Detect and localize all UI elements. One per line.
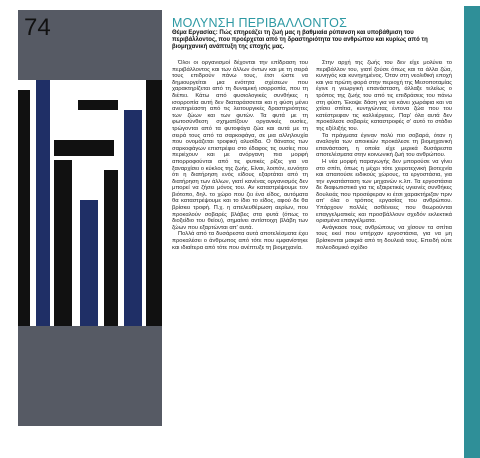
- paragraph: Η νέα μορφή παραγωγής δεν μπορούσε να γίνει στο σπίτι, όπως η μέχρι τότε χειροτεχνική βιοτεχνία και απαιτούσε ειδικούς χώρους, τα εργοστάσια, για την εγκατάσταση των μηχανών κ.λπ. Τα εργοστάσια δε διαφωτιστικά για τις εξαιρετικές υγιεινές συνθήκες δουλειάς που προσέφεραν κι έτσι χαρακτήριζαν πριν απ' όλα ο τρόπος εργασίας του ανθρώπου. Υπάρχουν πολλές ασθένειες που θεωρούνται επαγγελματικές και προσβάλλουν σχεδόν εκλεκτικά ορισμένα επαγγέλματα.: [316, 158, 452, 225]
- text-column-right: [316, 60, 452, 251]
- pattern-bar: [54, 140, 114, 156]
- paragraph: Όλοι οι οργανισμοί δέχονται την επίδραση του περιβάλλοντος και των άλλων όντων και με τη σειρά τους επιδρούν πάνω τους, έτσι ώστε να δημιουργείται μια ενότητα σχέσεων που χαρακτηρίζεται από τη δυναμική ισορροπία, που τη διέπει. Κάτω από φυσιολογικές συνθήκες η ισορροπία αυτή δεν διαταράσσεται και η φύση μένει ανεπηρέαστη από τις λειτουργικές δραστηριότητες των ζώων και των φυτών. Τα φυτά με τη φωτοσύνθεση σχηματίζουν οργανικές ουσίες, τρώγονται από τα φυτοφάγα ζώα και αυτά με τη σειρά τους από τα σαρκοφάγα, σε μια αλληλουχία που ονομάζεται τροφική αλυσίδα. Ο θάνατος των σαρκοφάγων επιστρέφει στο έδαφος τις ουσίες που περιέχουν και με ανόργανη πια μορφή απορροφούνται από τις φυτικές ρίζες για να ξαναρχίσει ο κύκλος της ζωής. Είναι, λοιπόν, ευνόητο ότι η διατήρηση ενός είδους εξαρτάται από τη διατήρηση των άλλων, γιατί κανένας οργανισμός δεν μπορεί να ζήσει μόνος του. Αν καταστρέψουμε τον βιότοπο, δηλ. το χώρο που ζει ένα είδος, αυτόματα θα καταστρέψουμε και το ίδιο το είδος, αφού δε θα βρίσκει τροφή. Π.χ. η απελευθέρωση αερίων, που προκαλούν σοβαρές βλάβες στα φυτά (όπως το διοξείδιο του θείου), σημαίνει αντίστοιχη βλάβη των ζώων που εξαρτώνται απ' αυτά.: [172, 60, 308, 231]
- paragraph: Ανάγκασε τους ανθρώπους να χίσουν τα σπίτια τους εκεί που υπήρχαν εργοστάσια, για να μη βρίσκονται μακριά από τη δουλειά τους. Επειδή ούτε πολεοδομικό σχέδιο: [316, 224, 452, 251]
- paragraph: Τα πράγματα έγιναν πολύ πιο σοβαρά, όταν η αναλογία των αποικιών προκάλεσε τη βιομηχανική επανάσταση, η οποία είχε μερικά δυσάρεστα αποτελέσματα στην κοινωνική ζωή του ανθρώπου.: [316, 132, 452, 159]
- article-title: ΜΟΛΥΝΣΗ ΠΕΡΙΒΑΛΛΟΝΤΟΣ: [172, 16, 348, 30]
- pattern-bar: [54, 160, 72, 326]
- pattern-bar: [78, 100, 118, 110]
- article-page: [166, 12, 456, 444]
- page-number: 74: [24, 14, 51, 41]
- article-intro: Θέμα Εργασίας: Πώς επηρεάζει τη ζωή μας η βαθμιαία ρύπανση και υποβάθμιση του περιβάλλοντος, που προέρχεται από τη δραστηριότητα του ανθρώπου και κυρίως από τη βιομηχανική ανάπτυξη της εποχής μας.: [172, 30, 428, 51]
- paragraph: Πολλά από τα δυσάρεστα αυτά αποτελέσματα έχει προκαλέσει ο άνθρωπος από τότε που εμφανίστηκε και ιδιαίτερα από τότε που ανέπτυξε τη βιομηχανία.: [172, 231, 308, 251]
- paragraph: Στην αρχή της ζωής του δεν είχε μολύνει το περιβάλλον του, γιατί ζούσε όπως και τα άλλα ζώα, κυνηγός και κυνηγημένος. Όταν στη νεολιθική εποχή και για πρώτη φορά στην περιοχή της Μεσοποταμίας έγινε η γεωργική επανάσταση, άλλαξε τελείως ο τρόπος της ζωής του από τις επιδράσεις του πάνω στη φύση. Έκοψε δάση για να κάνει χωράφια και να χτίσει σπίτια, κυνηγώντας έντονα ζώα που του κατέστρεφαν τις καλλιέργειες. Παρ' όλα αυτά δεν προκάλεσε σοβαρές καταστροφές σ' αυτό το στάδιο της εξέλιξής του.: [316, 60, 452, 132]
- pattern-bar: [124, 110, 142, 326]
- pattern-bar: [146, 80, 162, 326]
- pattern-bar: [104, 170, 118, 326]
- pattern-bar: [18, 90, 30, 326]
- text-column-left: [172, 60, 308, 251]
- pattern-bar: [36, 80, 50, 326]
- edge-color-bar: [464, 6, 480, 458]
- cover-artwork: [18, 10, 162, 426]
- pattern-bar: [80, 200, 98, 326]
- abstract-pattern: [18, 80, 162, 326]
